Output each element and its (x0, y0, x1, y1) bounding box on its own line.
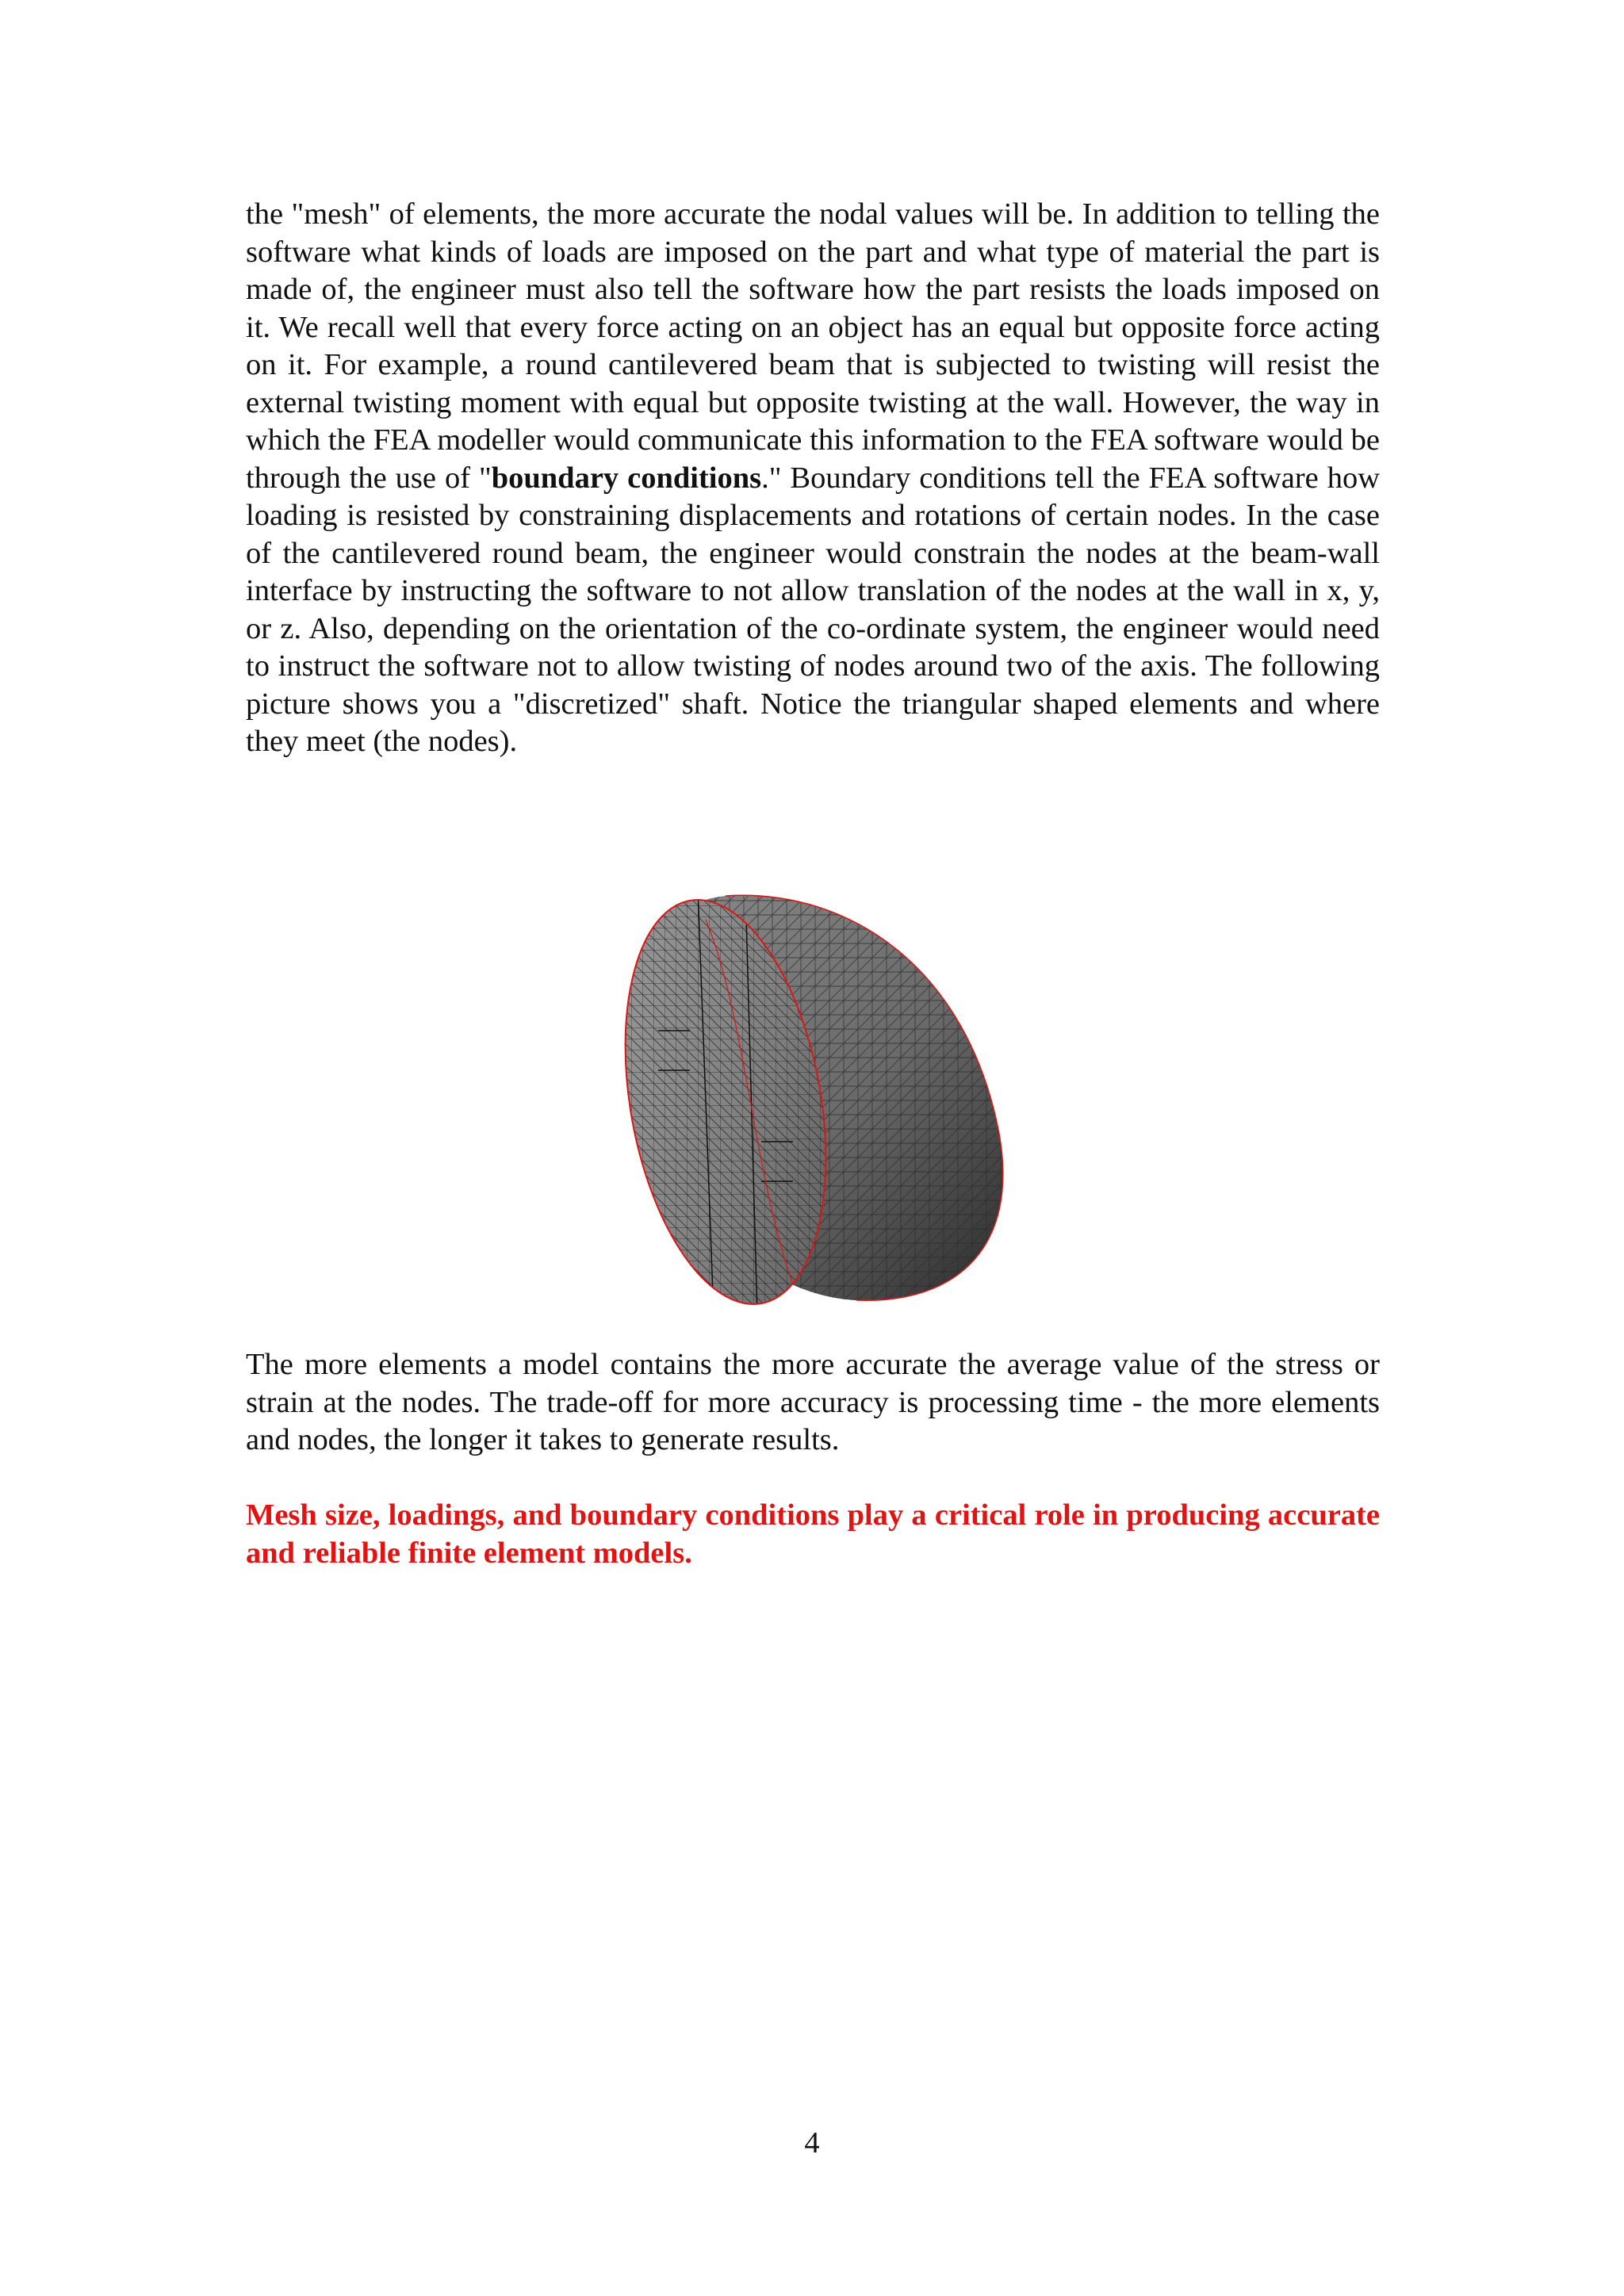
page-number: 4 (804, 2126, 820, 2160)
paragraph-1-text-end: ." Boundary conditions tell the FEA software how loading is resisted by constraining displacements and rotations of certain nodes. In the case of the cantilevered round beam, the engineer would constrain the nodes at the beam-wall interface by instructing the software to not allow translation of the nodes at the wall in x, y, or z. Also, depending on the orientation of the co-ordinate system, the engineer would need to instruct the software not to allow twisting of nodes around two of the axis. The following picture shows you a "discretized" shaft. Notice the triangular shaped elements and where they meet (the nodes). (246, 461, 1380, 758)
boundary-conditions-term: boundary conditions (491, 461, 762, 495)
paragraph-1-text-start: the "mesh" of elements, the more accurate the nodal values will be. In addition to telling the software what kinds of loads are imposed on the part and what type of material the part is made of, the engineer must also tell the software how the part resists the loads imposed on it. We recall well that every force acting on an object has an equal but opposite force acting on it. For example, a round cantilevered beam that is subjected to twisting will resist the external twisting moment with equal but opposite twisting at the wall. However, the way in which the FEA modeller would communicate this information to the FEA software would be through the use of " (246, 197, 1380, 495)
discretized-shaft-figure (587, 872, 1031, 1316)
highlight-statement: Mesh size, loadings, and boundary conditions play a critical role in producing accurate and reliable finite element models. (246, 1498, 1380, 1570)
body-paragraph-2: The more elements a model contains the more accurate the average value of the stress or strain at the nodes. The trade-off for more accuracy is processing time - the more elements and nodes, the longer it takes to generate results. (246, 1348, 1380, 1456)
body-paragraph-1 (246, 196, 1380, 761)
meshed-cylinder-image (587, 872, 1031, 1316)
